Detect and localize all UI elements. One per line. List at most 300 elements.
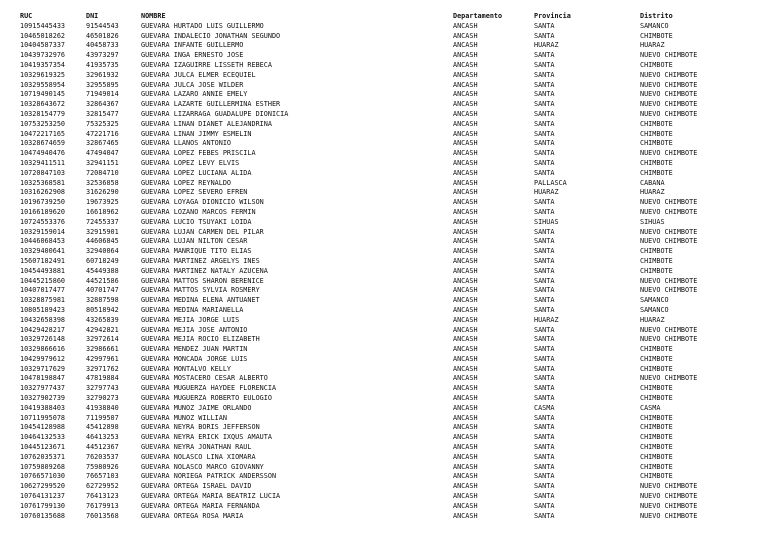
provincia-cell: SANTA: [534, 227, 555, 236]
provincia-cell: SANTA: [534, 129, 555, 138]
header-ruc: RUC: [20, 12, 33, 20]
table-row: [20, 492, 750, 502]
table-row: [20, 120, 750, 130]
departamento-cell: ANCASH: [453, 168, 478, 177]
ruc-cell: 10166189620: [20, 207, 66, 216]
ruc-cell: 10329619325: [20, 70, 66, 79]
nombre-cell: GUEVARA LOPEZ LEVY ELVIS: [141, 158, 240, 167]
dni-cell: 44512367: [86, 443, 119, 452]
provincia-cell: SANTA: [534, 60, 555, 69]
nombre-cell: GUEVARA MENDEZ JUAN MARTIN: [141, 345, 248, 354]
dni-cell: 32955895: [86, 80, 119, 89]
nombre-cell: GUEVARA MUÑOZ JAIME ORLANDO: [141, 403, 252, 412]
provincia-cell: SANTA: [534, 501, 555, 510]
nombre-cell: GUEVARA JULCA ELMER ECEQUIEL: [141, 70, 256, 79]
table-row: [20, 423, 750, 433]
departamento-cell: ANCASH: [453, 188, 478, 197]
dni-cell: 41938840: [86, 403, 119, 412]
provincia-cell: SIHUAS: [534, 217, 559, 226]
table-row: [20, 355, 750, 365]
header-dni: DNI: [86, 12, 99, 20]
provincia-cell: SANTA: [534, 149, 555, 158]
table-row: [20, 267, 750, 277]
dni-cell: 32915901: [86, 227, 119, 236]
dni-cell: 32986661: [86, 345, 119, 354]
data-table: [20, 12, 750, 521]
table-row: [20, 345, 750, 355]
departamento-cell: ANCASH: [453, 119, 478, 128]
distrito-cell: NUEVO CHIMBOTE: [640, 374, 698, 383]
table-row: [20, 277, 750, 287]
provincia-cell: SANTA: [534, 492, 555, 501]
table-row: [20, 296, 750, 306]
table-row: [20, 169, 750, 179]
dni-cell: 76179913: [86, 501, 119, 510]
dni-cell: 76013568: [86, 511, 119, 520]
departamento-cell: ANCASH: [453, 41, 478, 50]
distrito-cell: NUEVO CHIMBOTE: [640, 198, 698, 207]
departamento-cell: ANCASH: [453, 198, 478, 207]
departamento-cell: ANCASH: [453, 276, 478, 285]
ruc-cell: 10429428217: [20, 325, 66, 334]
ruc-cell: 10407017477: [20, 286, 66, 295]
departamento-cell: ANCASH: [453, 21, 478, 30]
provincia-cell: SANTA: [534, 413, 555, 422]
table-row: [20, 316, 750, 326]
departamento-cell: ANCASH: [453, 443, 478, 452]
header-provincia: Provincia: [534, 12, 571, 20]
distrito-cell: NUEVO CHIMBOTE: [640, 109, 698, 118]
dni-cell: 16618962: [86, 207, 119, 216]
header-nombre: NOMBRE: [141, 12, 166, 20]
table-row: [20, 81, 750, 91]
departamento-cell: ANCASH: [453, 256, 478, 265]
dni-cell: 46413253: [86, 433, 119, 442]
provincia-cell: SANTA: [534, 90, 555, 99]
provincia-cell: SANTA: [534, 325, 555, 334]
nombre-cell: GUEVARA LOPEZ FEBES PRISCILA: [141, 149, 256, 158]
departamento-cell: ANCASH: [453, 60, 478, 69]
nombre-cell: GUEVARA MUGUERZA HAYDEE FLORENCIA: [141, 384, 277, 393]
table-row: [20, 404, 750, 414]
nombre-cell: GUEVARA MATTOS SYLVIA ROSMERY: [141, 286, 260, 295]
nombre-cell: GUEVARA NOLASCO LINA XIOMARA: [141, 452, 256, 461]
ruc-cell: 10465018262: [20, 31, 66, 40]
nombre-cell: GUEVARA IZAGUIRRE LISSETH REBECA: [141, 60, 272, 69]
dni-cell: 62729952: [86, 482, 119, 491]
ruc-cell: 10474940476: [20, 149, 66, 158]
departamento-cell: ANCASH: [453, 51, 478, 60]
provincia-cell: HUARAZ: [534, 315, 559, 324]
ruc-cell: 15607182491: [20, 256, 66, 265]
header-distrito: Distrito: [640, 12, 673, 20]
departamento-cell: ANCASH: [453, 100, 478, 109]
departamento-cell: ANCASH: [453, 158, 478, 167]
departamento-cell: ANCASH: [453, 394, 478, 403]
nombre-cell: GUEVARA ORTEGA MARIA FERNANDA: [141, 501, 260, 510]
provincia-cell: SANTA: [534, 139, 555, 148]
ruc-cell: 10760135688: [20, 511, 66, 520]
dni-cell: 80518942: [86, 305, 119, 314]
nombre-cell: GUEVARA MEJIA ROCIO ELIZABETH: [141, 335, 260, 344]
ruc-cell: 10328154779: [20, 109, 66, 118]
provincia-cell: SANTA: [534, 119, 555, 128]
ruc-cell: 10478198847: [20, 374, 66, 383]
dni-cell: 47494047: [86, 149, 119, 158]
ruc-cell: 10761799130: [20, 501, 66, 510]
dni-cell: 47819884: [86, 374, 119, 383]
distrito-cell: CHIMBOTE: [640, 364, 673, 373]
distrito-cell: NUEVO CHIMBOTE: [640, 149, 698, 158]
ruc-cell: 10454493881: [20, 266, 66, 275]
distrito-cell: SAMANCO: [640, 296, 669, 305]
dni-cell: 75325325: [86, 119, 119, 128]
nombre-cell: GUEVARA LUJAN CARMEN DEL PILAR: [141, 227, 264, 236]
departamento-cell: ANCASH: [453, 354, 478, 363]
distrito-cell: SIHUAS: [640, 217, 665, 226]
dni-cell: 47221716: [86, 129, 119, 138]
departamento-cell: ANCASH: [453, 472, 478, 481]
distrito-cell: NUEVO CHIMBOTE: [640, 227, 698, 236]
ruc-cell: 10719490145: [20, 90, 66, 99]
dni-cell: 75980926: [86, 462, 119, 471]
dni-cell: 45412898: [86, 423, 119, 432]
nombre-cell: GUEVARA MONTALVO KELLY: [141, 364, 232, 373]
distrito-cell: CHIMBOTE: [640, 394, 673, 403]
ruc-cell: 10329717629: [20, 364, 66, 373]
provincia-cell: SANTA: [534, 158, 555, 167]
dni-cell: 76203537: [86, 452, 119, 461]
nombre-cell: GUEVARA JULCA JOSE WILDER: [141, 80, 244, 89]
provincia-cell: SANTA: [534, 433, 555, 442]
distrito-cell: NUEVO CHIMBOTE: [640, 90, 698, 99]
table-row: [20, 110, 750, 120]
nombre-cell: GUEVARA LIÑAN JIMMY ESMELIN: [141, 129, 252, 138]
provincia-cell: CASMA: [534, 403, 555, 412]
provincia-cell: SANTA: [534, 168, 555, 177]
provincia-cell: SANTA: [534, 80, 555, 89]
departamento-cell: ANCASH: [453, 413, 478, 422]
ruc-cell: 10325368581: [20, 178, 66, 187]
nombre-cell: GUEVARA LOPEZ REYNALDO: [141, 178, 232, 187]
ruc-cell: 10445215860: [20, 276, 66, 285]
provincia-cell: HUARAZ: [534, 188, 559, 197]
departamento-cell: ANCASH: [453, 325, 478, 334]
departamento-cell: ANCASH: [453, 129, 478, 138]
ruc-cell: 10432658398: [20, 315, 66, 324]
dni-cell: 46501826: [86, 31, 119, 40]
table-row: [20, 482, 750, 492]
table-row: [20, 149, 750, 159]
distrito-cell: CHIMBOTE: [640, 413, 673, 422]
table-row: [20, 139, 750, 149]
distrito-cell: NUEVO CHIMBOTE: [640, 51, 698, 60]
table-row: [20, 365, 750, 375]
provincia-cell: SANTA: [534, 394, 555, 403]
departamento-cell: ANCASH: [453, 286, 478, 295]
nombre-cell: GUEVARA LOZANO MARCOS FERMIN: [141, 207, 256, 216]
provincia-cell: SANTA: [534, 345, 555, 354]
table-row: [20, 247, 750, 257]
header-row: [20, 12, 750, 22]
distrito-cell: NUEVO CHIMBOTE: [640, 482, 698, 491]
nombre-cell: GUEVARA LLANOS ANTONIO: [141, 139, 232, 148]
ruc-cell: 10724553376: [20, 217, 66, 226]
table-row: [20, 286, 750, 296]
table-row: [20, 443, 750, 453]
nombre-cell: GUEVARA MONCADA JORGE LUIS: [141, 354, 248, 363]
dni-cell: 41935735: [86, 60, 119, 69]
departamento-cell: ANCASH: [453, 90, 478, 99]
departamento-cell: ANCASH: [453, 237, 478, 246]
ruc-cell: 10328674659: [20, 139, 66, 148]
ruc-cell: 10329400641: [20, 247, 66, 256]
distrito-cell: CHIMBOTE: [640, 266, 673, 275]
table-row: [20, 374, 750, 384]
dni-cell: 32887598: [86, 296, 119, 305]
ruc-cell: 10404587337: [20, 41, 66, 50]
distrito-cell: NUEVO CHIMBOTE: [640, 335, 698, 344]
ruc-cell: 10445123671: [20, 443, 66, 452]
provincia-cell: SANTA: [534, 452, 555, 461]
ruc-cell: 10766571030: [20, 472, 66, 481]
nombre-cell: GUEVARA HURTADO LUIS GUILLERMO: [141, 21, 264, 30]
nombre-cell: GUEVARA LUJAN NILTON CESAR: [141, 237, 248, 246]
departamento-cell: ANCASH: [453, 315, 478, 324]
ruc-cell: 10329866616: [20, 345, 66, 354]
ruc-cell: 10196739250: [20, 198, 66, 207]
provincia-cell: SANTA: [534, 374, 555, 383]
dni-cell: 32797743: [86, 384, 119, 393]
ruc-cell: 10762035371: [20, 452, 66, 461]
table-row: [20, 71, 750, 81]
nombre-cell: GUEVARA NOLASCO MARCO GIOVANNY: [141, 462, 264, 471]
dni-cell: 42997961: [86, 354, 119, 363]
nombre-cell: GUEVARA LOYAGA DIONICIO WILSON: [141, 198, 264, 207]
table-row: [20, 159, 750, 169]
distrito-cell: CHIMBOTE: [640, 256, 673, 265]
table-row: [20, 61, 750, 71]
dni-cell: 32536858: [86, 178, 119, 187]
departamento-cell: ANCASH: [453, 227, 478, 236]
nombre-cell: GUEVARA LOPEZ LUCIANA ALIDA: [141, 168, 252, 177]
table-row: [20, 326, 750, 336]
provincia-cell: SANTA: [534, 70, 555, 79]
provincia-cell: SANTA: [534, 286, 555, 295]
departamento-cell: ANCASH: [453, 80, 478, 89]
provincia-cell: SANTA: [534, 21, 555, 30]
distrito-cell: NUEVO CHIMBOTE: [640, 70, 698, 79]
provincia-cell: SANTA: [534, 247, 555, 256]
dni-cell: 42942821: [86, 325, 119, 334]
table-row: [20, 179, 750, 189]
table-row: [20, 472, 750, 482]
departamento-cell: ANCASH: [453, 452, 478, 461]
distrito-cell: CASMA: [640, 403, 661, 412]
departamento-cell: ANCASH: [453, 433, 478, 442]
table-body: [20, 22, 750, 522]
nombre-cell: GUEVARA NEYRA JONATHAN RAUL: [141, 443, 252, 452]
nombre-cell: GUEVARA NORIEGA PATRICK ANDERSSON: [141, 472, 277, 481]
provincia-cell: SANTA: [534, 51, 555, 60]
nombre-cell: GUEVARA MARTINEZ ARGELYS INES: [141, 256, 260, 265]
ruc-cell: 10759809268: [20, 462, 66, 471]
ruc-cell: 10805189423: [20, 305, 66, 314]
provincia-cell: SANTA: [534, 335, 555, 344]
distrito-cell: CHIMBOTE: [640, 472, 673, 481]
provincia-cell: SANTA: [534, 511, 555, 520]
provincia-cell: SANTA: [534, 482, 555, 491]
table-row: [20, 100, 750, 110]
distrito-cell: NUEVO CHIMBOTE: [640, 207, 698, 216]
dni-cell: 40701747: [86, 286, 119, 295]
departamento-cell: ANCASH: [453, 31, 478, 40]
nombre-cell: GUEVARA INDALECIO JONATHAN SEGUNDO: [141, 31, 281, 40]
dni-cell: 76413123: [86, 492, 119, 501]
nombre-cell: GUEVARA MUGUERZA ROBERTO EULOGIO: [141, 394, 272, 403]
ruc-cell: 10464132533: [20, 433, 66, 442]
ruc-cell: 10329558954: [20, 80, 66, 89]
provincia-cell: SANTA: [534, 276, 555, 285]
nombre-cell: GUEVARA MUÑOZ WILLIAN: [141, 413, 227, 422]
distrito-cell: CHIMBOTE: [640, 452, 673, 461]
departamento-cell: ANCASH: [453, 403, 478, 412]
ruc-cell: 10328875981: [20, 296, 66, 305]
ruc-cell: 10711995078: [20, 413, 66, 422]
nombre-cell: GUEVARA MEJIA JORGE LUIS: [141, 315, 240, 324]
dni-cell: 32867465: [86, 139, 119, 148]
provincia-cell: SANTA: [534, 100, 555, 109]
ruc-cell: 10327977437: [20, 384, 66, 393]
departamento-cell: ANCASH: [453, 70, 478, 79]
dni-cell: 60718249: [86, 256, 119, 265]
table-row: [20, 257, 750, 267]
table-row: [20, 394, 750, 404]
ruc-cell: 10329411511: [20, 158, 66, 167]
nombre-cell: GUEVARA MARTINEZ NATALY AZUCENA: [141, 266, 268, 275]
nombre-cell: GUEVARA MOSTACERO CESAR ALBERTO: [141, 374, 268, 383]
provincia-cell: SANTA: [534, 266, 555, 275]
departamento-cell: ANCASH: [453, 296, 478, 305]
ruc-cell: 10764131237: [20, 492, 66, 501]
dni-cell: 71199507: [86, 413, 119, 422]
dni-cell: 32940064: [86, 247, 119, 256]
provincia-cell: SANTA: [534, 31, 555, 40]
dni-cell: 91544543: [86, 21, 119, 30]
distrito-cell: NUEVO CHIMBOTE: [640, 80, 698, 89]
distrito-cell: HUARAZ: [640, 315, 665, 324]
distrito-cell: CHIMBOTE: [640, 247, 673, 256]
distrito-cell: NUEVO CHIMBOTE: [640, 276, 698, 285]
nombre-cell: GUEVARA LAZARO ANNIE EMELY: [141, 90, 248, 99]
table-row: [20, 512, 750, 522]
departamento-cell: ANCASH: [453, 364, 478, 373]
dni-cell: 72455337: [86, 217, 119, 226]
nombre-cell: GUEVARA ORTEGA ROSA MARIA: [141, 511, 244, 520]
ruc-cell: 10419388403: [20, 403, 66, 412]
distrito-cell: NUEVO CHIMBOTE: [640, 501, 698, 510]
distrito-cell: CHIMBOTE: [640, 158, 673, 167]
ruc-cell: 10720847103: [20, 168, 66, 177]
provincia-cell: SANTA: [534, 207, 555, 216]
nombre-cell: GUEVARA LIZARRAGA GUADALUPE DIONICIA: [141, 109, 289, 118]
departamento-cell: ANCASH: [453, 492, 478, 501]
provincia-cell: HUARAZ: [534, 41, 559, 50]
table-row: [20, 335, 750, 345]
dni-cell: 44521586: [86, 276, 119, 285]
distrito-cell: CHIMBOTE: [640, 433, 673, 442]
ruc-cell: 10753253250: [20, 119, 66, 128]
dni-cell: 32961932: [86, 70, 119, 79]
provincia-cell: PALLASCA: [534, 178, 567, 187]
distrito-cell: CHIMBOTE: [640, 443, 673, 452]
distrito-cell: CHIMBOTE: [640, 60, 673, 69]
ruc-cell: 10627299520: [20, 482, 66, 491]
table-row: [20, 90, 750, 100]
departamento-cell: ANCASH: [453, 335, 478, 344]
dni-cell: 32815477: [86, 109, 119, 118]
distrito-cell: SAMANCO: [640, 21, 669, 30]
table-row: [20, 22, 750, 32]
dni-cell: 71949014: [86, 90, 119, 99]
nombre-cell: GUEVARA LAZARTE GUILLERMINA ESTHER: [141, 100, 281, 109]
table-row: [20, 130, 750, 140]
distrito-cell: CHIMBOTE: [640, 345, 673, 354]
table-row: [20, 502, 750, 512]
departamento-cell: ANCASH: [453, 207, 478, 216]
nombre-cell: GUEVARA LUCIO TSUYAKI LOIDA: [141, 217, 252, 226]
nombre-cell: GUEVARA LIÑAN DIANET ALEJANDRINA: [141, 119, 272, 128]
nombre-cell: GUEVARA INFANTE GUILLERMO: [141, 41, 244, 50]
distrito-cell: CHIMBOTE: [640, 462, 673, 471]
distrito-cell: CHIMBOTE: [640, 168, 673, 177]
nombre-cell: GUEVARA MEDINA MARIANELLA: [141, 305, 244, 314]
distrito-cell: CHIMBOTE: [640, 129, 673, 138]
departamento-cell: ANCASH: [453, 345, 478, 354]
dni-cell: 19673925: [86, 198, 119, 207]
nombre-cell: GUEVARA MATTOS SHARON BERENICE: [141, 276, 264, 285]
distrito-cell: NUEVO CHIMBOTE: [640, 286, 698, 295]
table-row: [20, 384, 750, 394]
distrito-cell: CHIMBOTE: [640, 139, 673, 148]
ruc-cell: 10439732976: [20, 51, 66, 60]
dni-cell: 45449388: [86, 266, 119, 275]
dni-cell: 44606845: [86, 237, 119, 246]
provincia-cell: SANTA: [534, 198, 555, 207]
table-row: [20, 237, 750, 247]
provincia-cell: SANTA: [534, 423, 555, 432]
table-row: [20, 453, 750, 463]
table-row: [20, 463, 750, 473]
departamento-cell: ANCASH: [453, 501, 478, 510]
distrito-cell: CHIMBOTE: [640, 384, 673, 393]
nombre-cell: GUEVARA MANRIQUE TITO ELIAS: [141, 247, 252, 256]
nombre-cell: GUEVARA MEJIA JOSE ANTONIO: [141, 325, 248, 334]
distrito-cell: CHIMBOTE: [640, 354, 673, 363]
dni-cell: 72084710: [86, 168, 119, 177]
nombre-cell: GUEVARA INGA ERNESTO JOSE: [141, 51, 244, 60]
nombre-cell: GUEVARA NEYRA BORIS JEFFERSON: [141, 423, 260, 432]
provincia-cell: SANTA: [534, 472, 555, 481]
departamento-cell: ANCASH: [453, 178, 478, 187]
table-row: [20, 51, 750, 61]
table-row: [20, 218, 750, 228]
distrito-cell: NUEVO CHIMBOTE: [640, 492, 698, 501]
dni-cell: 76657103: [86, 472, 119, 481]
dni-cell: 32971762: [86, 364, 119, 373]
departamento-cell: ANCASH: [453, 482, 478, 491]
nombre-cell: GUEVARA NEYRA ERICK IXQUS AMAUTA: [141, 433, 272, 442]
